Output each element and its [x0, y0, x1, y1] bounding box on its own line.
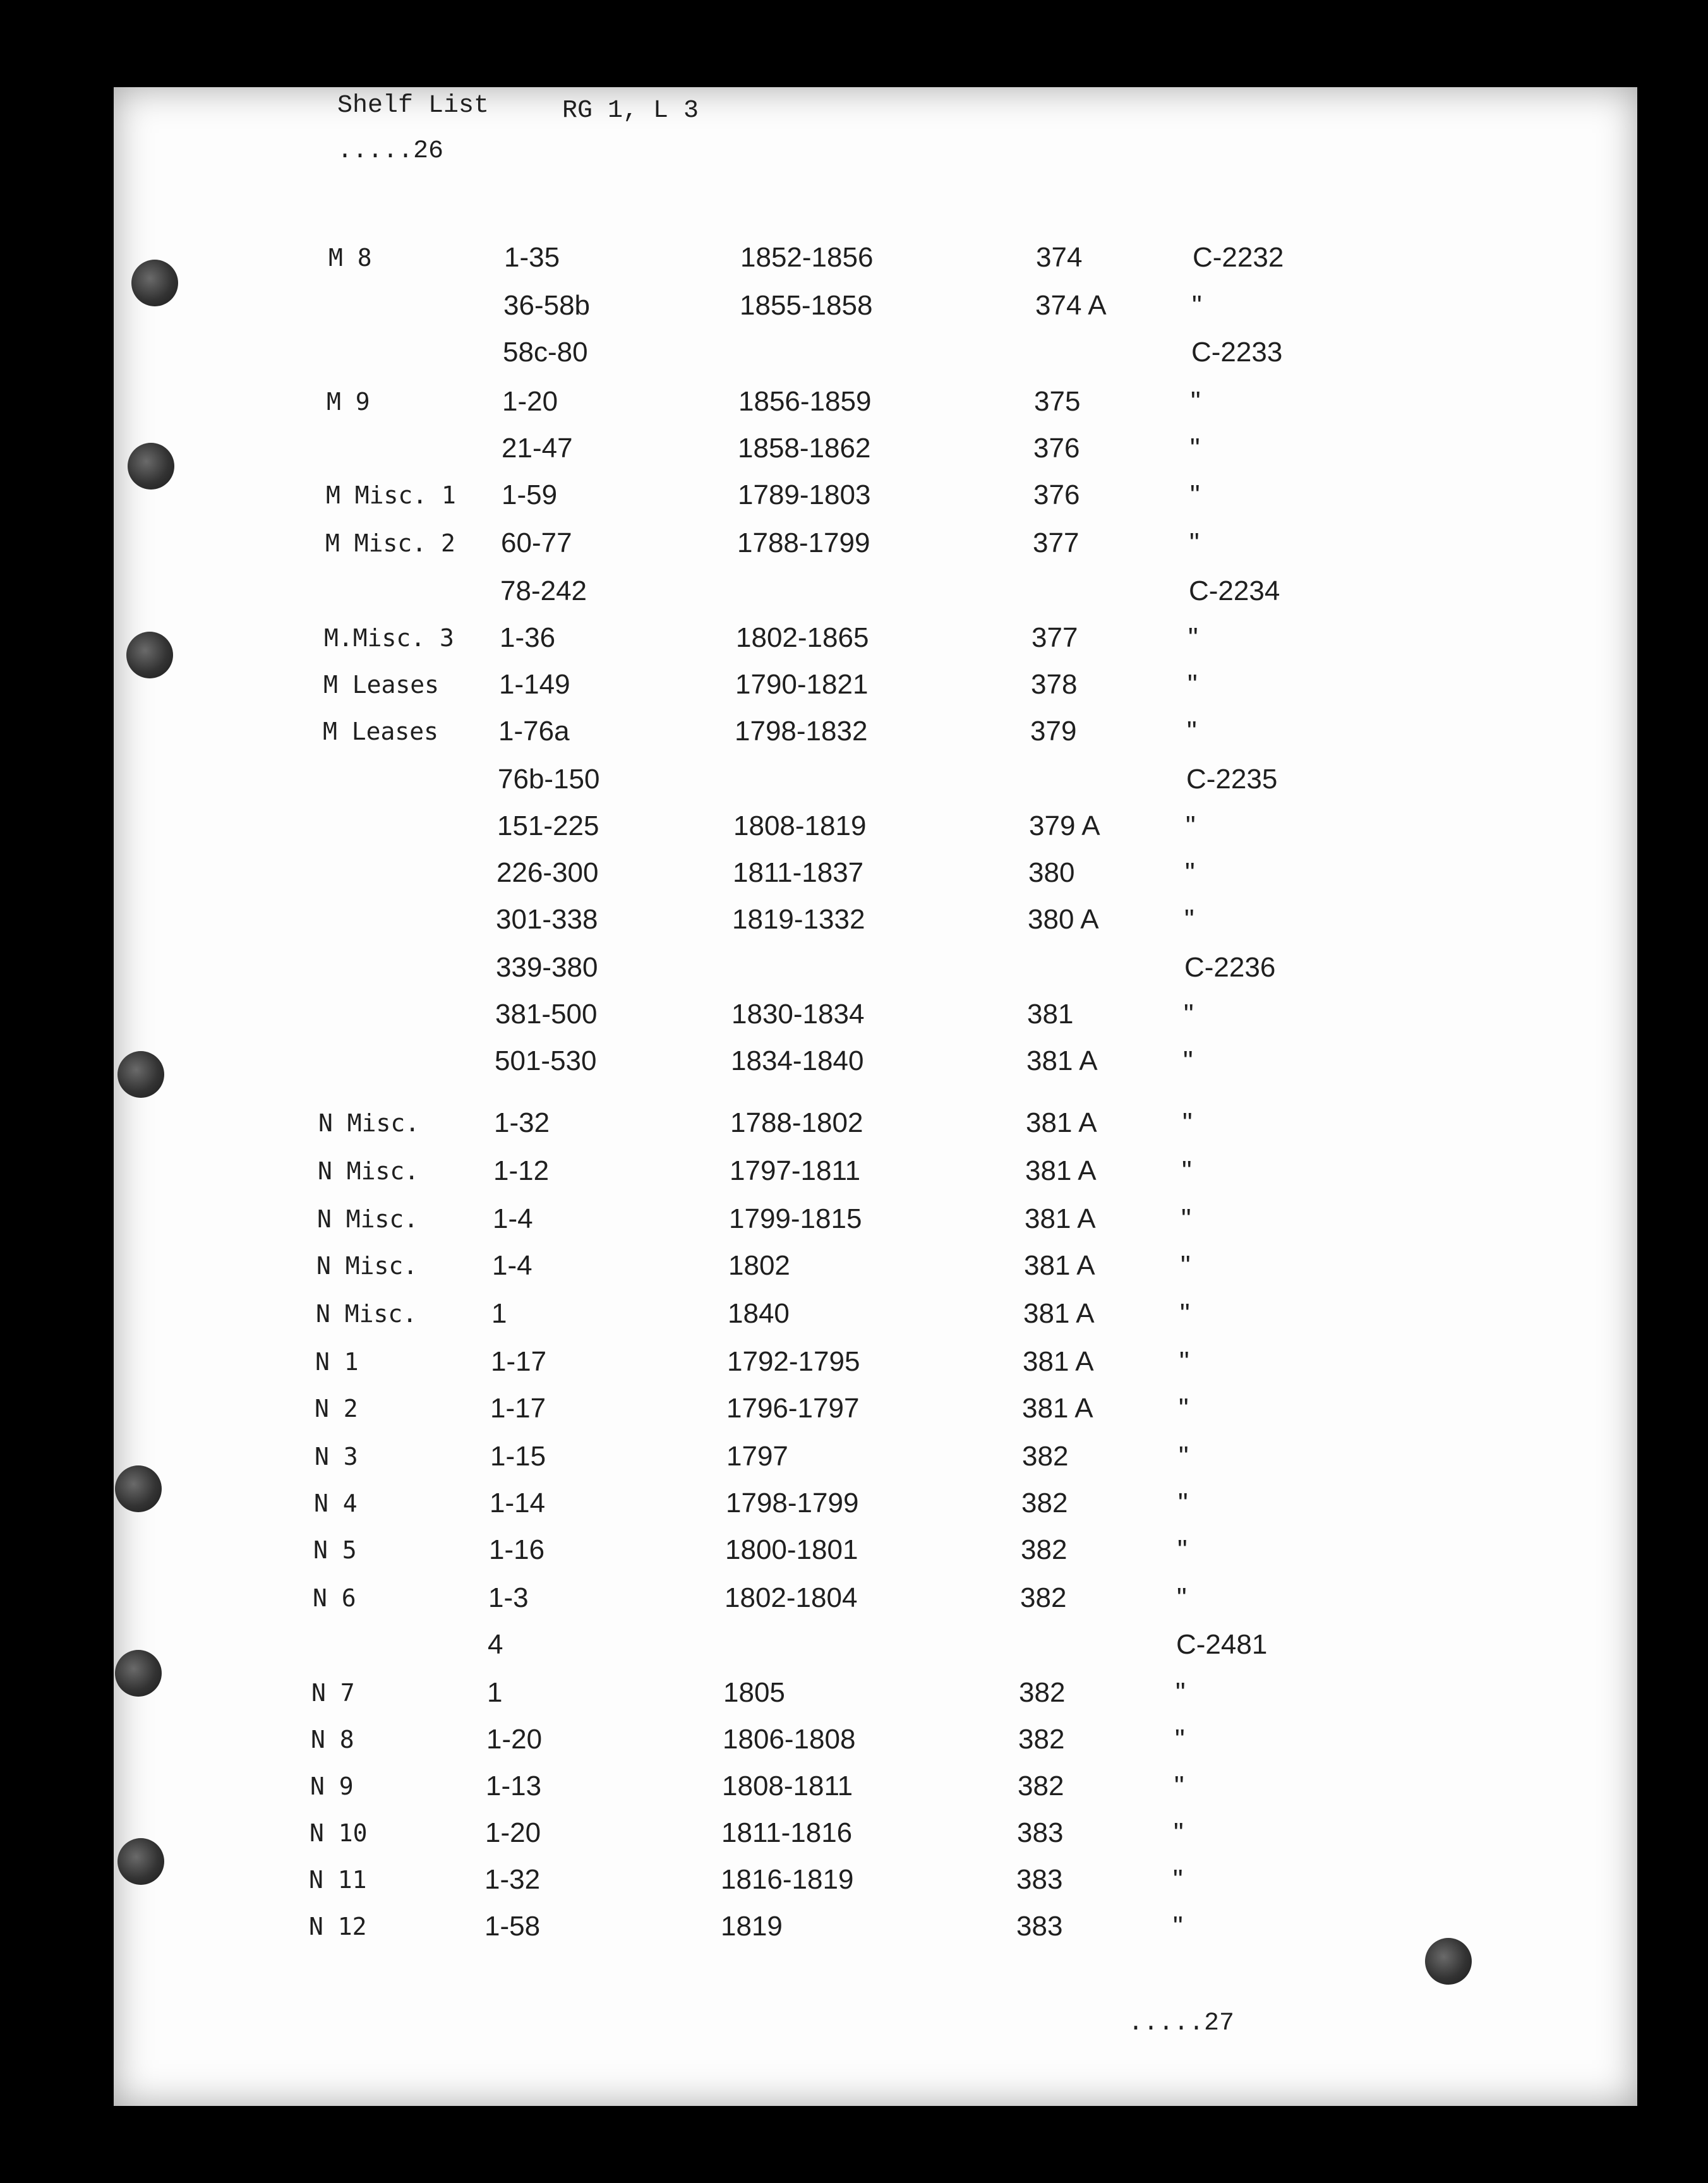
cell-series: N 5 [313, 1536, 357, 1564]
cell-box: 381 A [1022, 1393, 1093, 1424]
cell-range: 1-76a [498, 716, 570, 747]
table-row [309, 1911, 1383, 1949]
cell-box: 382 [1022, 1441, 1069, 1472]
cell-dates: 1858-1862 [738, 433, 871, 464]
cell-series: M.Misc. 3 [324, 624, 454, 652]
table-row [315, 1347, 1389, 1385]
cell-series: N 8 [311, 1726, 354, 1753]
cell-series: N Misc. [316, 1300, 418, 1328]
table-row [321, 858, 1395, 896]
table-row [315, 1441, 1388, 1479]
table-row [326, 480, 1400, 518]
cell-series: N 9 [310, 1772, 354, 1800]
table-row [328, 291, 1402, 328]
cell-range: 1-59 [502, 479, 558, 510]
table-row [314, 1488, 1388, 1526]
cell-range: 58c-80 [503, 337, 588, 368]
punch-hole [128, 443, 174, 490]
cell-range: 1-35 [504, 242, 560, 273]
cell-box: 377 [1031, 622, 1078, 653]
table-row [325, 528, 1399, 566]
cell-series: M Leases [323, 718, 439, 745]
cell-reel: " [1188, 669, 1198, 700]
next-page-marker: .....27 [1128, 2009, 1235, 2038]
table-row [325, 576, 1398, 614]
cell-dates: 1806-1808 [723, 1724, 856, 1755]
cell-dates: 1798-1832 [735, 716, 868, 747]
cell-reel: " [1187, 716, 1197, 747]
table-row [313, 1583, 1386, 1621]
cell-reel: " [1175, 1724, 1185, 1755]
cell-range: 1-20 [486, 1724, 543, 1755]
cell-dates: 1852-1856 [740, 242, 874, 273]
cell-box: 379 [1030, 716, 1077, 747]
cell-reel: " [1192, 290, 1202, 321]
cell-box: 380 A [1028, 904, 1099, 935]
table-row [309, 1865, 1383, 1903]
cell-series: N 12 [309, 1913, 367, 1940]
cell-dates: 1808-1819 [733, 810, 867, 841]
cell-series: N 3 [315, 1443, 358, 1470]
cell-range: 76b-150 [498, 764, 600, 795]
cell-range: 1-15 [490, 1441, 546, 1472]
cell-dates: 1799-1815 [729, 1203, 862, 1234]
cell-dates: 1816-1819 [721, 1864, 854, 1895]
cell-reel: " [1173, 1864, 1183, 1895]
table-row [327, 337, 1401, 375]
cell-dates: 1789-1803 [738, 479, 871, 510]
cell-range: 1-32 [484, 1864, 541, 1895]
cell-dates: 1840 [728, 1298, 790, 1329]
cell-series: M 8 [328, 244, 372, 272]
cell-range: 1-16 [489, 1534, 545, 1565]
cell-series: N Misc. [316, 1252, 418, 1280]
cell-reel: " [1185, 857, 1195, 888]
table-row [316, 1251, 1390, 1289]
cell-dates: 1797-1811 [730, 1155, 861, 1186]
cell-range: 1-58 [484, 1911, 541, 1942]
cell-dates: 1800-1801 [725, 1534, 858, 1565]
punch-hole [115, 1465, 162, 1512]
table-row [320, 905, 1394, 942]
cell-reel: " [1184, 999, 1194, 1030]
cell-reel: " [1178, 1488, 1188, 1518]
cell-box: 381 A [1026, 1045, 1098, 1076]
cell-box: 381 A [1025, 1155, 1097, 1186]
cell-series: N 11 [309, 1866, 367, 1894]
cell-dates: 1802-1804 [725, 1582, 858, 1613]
cell-range: 381-500 [495, 999, 598, 1030]
cell-box: 381 A [1025, 1203, 1096, 1234]
cell-dates: 1788-1799 [737, 527, 870, 558]
table-row [324, 623, 1398, 661]
table-row [322, 811, 1395, 849]
cell-box: 382 [1021, 1534, 1068, 1565]
punch-hole [117, 1838, 164, 1885]
cell-range: 501-530 [495, 1045, 597, 1076]
cell-series: N Misc. [318, 1109, 420, 1137]
punch-hole [1425, 1938, 1472, 1985]
cell-box: 381 A [1023, 1346, 1094, 1377]
cell-box: 383 [1016, 1864, 1063, 1895]
cell-dates: 1834-1840 [731, 1045, 864, 1076]
cell-reel: " [1181, 1203, 1191, 1234]
table-row [322, 764, 1396, 802]
cell-dates: 1788-1802 [730, 1107, 863, 1138]
cell-box: 379 A [1029, 810, 1100, 841]
cell-series: N 2 [315, 1395, 358, 1422]
cell-reel: C-2232 [1193, 242, 1284, 273]
cell-dates: 1792-1795 [727, 1346, 860, 1377]
cell-box: 375 [1034, 386, 1081, 417]
cell-series: M Leases [323, 671, 440, 699]
cell-range: 1 [487, 1677, 503, 1708]
cell-range: 1-4 [492, 1250, 532, 1281]
cell-range: 1-4 [493, 1203, 533, 1234]
cell-range: 1-3 [488, 1582, 529, 1613]
cell-range: 1-17 [490, 1393, 546, 1424]
cell-reel: " [1184, 904, 1194, 935]
table-row [326, 433, 1400, 471]
cell-series: M Misc. 2 [325, 529, 455, 557]
cell-range: 1-20 [485, 1817, 541, 1848]
cell-dates: 1796-1797 [726, 1393, 860, 1424]
cell-box: 377 [1033, 527, 1080, 558]
cell-range: 301-338 [496, 904, 598, 935]
table-row [313, 1535, 1387, 1573]
cell-reel: " [1189, 527, 1200, 558]
cell-dates: 1856-1859 [738, 386, 872, 417]
cell-reel: C-2233 [1191, 337, 1283, 368]
cell-reel: " [1190, 433, 1200, 464]
cell-range: 1 [491, 1298, 507, 1329]
cell-reel: " [1191, 386, 1201, 417]
document-page [114, 87, 1637, 2106]
cell-dates: 1830-1834 [731, 999, 865, 1030]
cell-box: 376 [1033, 433, 1080, 464]
cell-range: 36-58b [503, 290, 591, 321]
cell-reel: " [1174, 1817, 1184, 1848]
cell-range: 1-13 [486, 1771, 542, 1801]
cell-box: 383 [1017, 1817, 1064, 1848]
cell-reel: C-2481 [1176, 1629, 1268, 1660]
cell-dates: 1811-1837 [733, 857, 864, 888]
cell-box: 382 [1018, 1724, 1065, 1755]
cell-dates: 1805 [723, 1677, 785, 1708]
cell-box: 374 [1036, 242, 1083, 273]
cell-dates: 1819 [721, 1911, 783, 1942]
cell-reel: " [1188, 622, 1198, 653]
cell-dates: 1798-1799 [726, 1488, 859, 1518]
cell-dates: 1811-1816 [721, 1817, 853, 1848]
cell-reel: " [1190, 479, 1200, 510]
cell-box: 382 [1019, 1677, 1066, 1708]
table-row [317, 1204, 1391, 1242]
cell-box: 381 A [1023, 1298, 1095, 1329]
punch-hole [131, 260, 178, 306]
table-row [312, 1630, 1386, 1668]
table-row [310, 1771, 1384, 1809]
cell-range: 1-12 [493, 1155, 550, 1186]
cell-dates: 1802-1865 [736, 622, 869, 653]
cell-reel: " [1179, 1441, 1189, 1472]
cell-reel: " [1186, 810, 1196, 841]
cell-box: 380 [1028, 857, 1075, 888]
cell-reel: " [1177, 1534, 1188, 1565]
cell-dates: 1802 [728, 1250, 790, 1281]
table-row [311, 1678, 1385, 1716]
cell-range: 1-20 [502, 386, 558, 417]
punch-hole [115, 1650, 162, 1697]
cell-box: 378 [1031, 669, 1078, 700]
cell-range: 78-242 [500, 575, 587, 606]
cell-reel: " [1183, 1045, 1193, 1076]
cell-reel: " [1176, 1677, 1186, 1708]
cell-box: 376 [1033, 479, 1080, 510]
cell-range: 339-380 [496, 952, 598, 983]
punch-hole [126, 632, 173, 678]
table-row [315, 1393, 1388, 1431]
cell-reel: " [1179, 1393, 1189, 1424]
cell-range: 1-36 [500, 622, 556, 653]
page-marker: .....26 [337, 137, 444, 165]
cell-dates: 1790-1821 [735, 669, 869, 700]
cell-box: 381 [1027, 999, 1074, 1030]
cell-range: 21-47 [502, 433, 573, 464]
cell-dates: 1808-1811 [722, 1771, 853, 1801]
cell-series: N 10 [310, 1819, 368, 1847]
cell-range: 60-77 [501, 527, 572, 558]
table-row [320, 953, 1394, 990]
cell-reel: C-2235 [1186, 764, 1278, 795]
table-row [318, 1156, 1392, 1194]
cell-reel: " [1182, 1155, 1192, 1186]
cell-box: 381 A [1024, 1250, 1095, 1281]
cell-reel: " [1181, 1250, 1191, 1281]
cell-reel: " [1182, 1107, 1193, 1138]
cell-dates: 1855-1858 [740, 290, 873, 321]
cell-series: N 6 [313, 1584, 356, 1612]
cell-box: 383 [1016, 1911, 1063, 1942]
cell-reel: " [1179, 1346, 1189, 1377]
cell-range: 1-14 [490, 1488, 546, 1518]
table-row [320, 999, 1393, 1037]
cell-series: N Misc. [317, 1205, 419, 1233]
table-row [323, 670, 1397, 707]
cell-range: 1-32 [494, 1107, 550, 1138]
cell-range: 151-225 [497, 810, 599, 841]
table-row [318, 1108, 1392, 1146]
cell-series: M 9 [327, 388, 370, 416]
cell-reel: C-2234 [1189, 575, 1280, 606]
cell-reel: " [1173, 1911, 1183, 1942]
cell-dates: 1797 [726, 1441, 788, 1472]
cell-box: 381 A [1026, 1107, 1097, 1138]
cell-range: 1-149 [499, 669, 570, 700]
table-row [327, 387, 1400, 424]
cell-range: 4 [488, 1629, 503, 1660]
cell-box: 382 [1018, 1771, 1064, 1801]
cell-reel: " [1177, 1582, 1187, 1613]
cell-range: 226-300 [496, 857, 599, 888]
record-group-reference: RG 1, L 3 [562, 97, 699, 125]
cell-box: 382 [1021, 1488, 1068, 1518]
table-row [319, 1046, 1393, 1084]
table-row [316, 1299, 1390, 1337]
table-row [328, 243, 1402, 280]
cell-series: N Misc. [318, 1157, 419, 1185]
cell-box: 382 [1020, 1582, 1067, 1613]
cell-box: 374 A [1035, 290, 1107, 321]
cell-series: N 1 [315, 1348, 359, 1376]
table-row [310, 1818, 1383, 1856]
cell-series: N 4 [314, 1489, 358, 1517]
cell-reel: " [1180, 1298, 1190, 1329]
cell-reel: " [1174, 1771, 1184, 1801]
cell-series: N 7 [311, 1679, 355, 1707]
cell-dates: 1819-1332 [732, 904, 865, 935]
cell-reel: C-2236 [1184, 952, 1276, 983]
punch-hole [117, 1051, 164, 1098]
document-title: Shelf List [337, 92, 490, 120]
cell-series: M Misc. 1 [326, 481, 456, 509]
table-row [311, 1724, 1385, 1762]
cell-range: 1-17 [491, 1346, 547, 1377]
table-row [323, 716, 1397, 754]
